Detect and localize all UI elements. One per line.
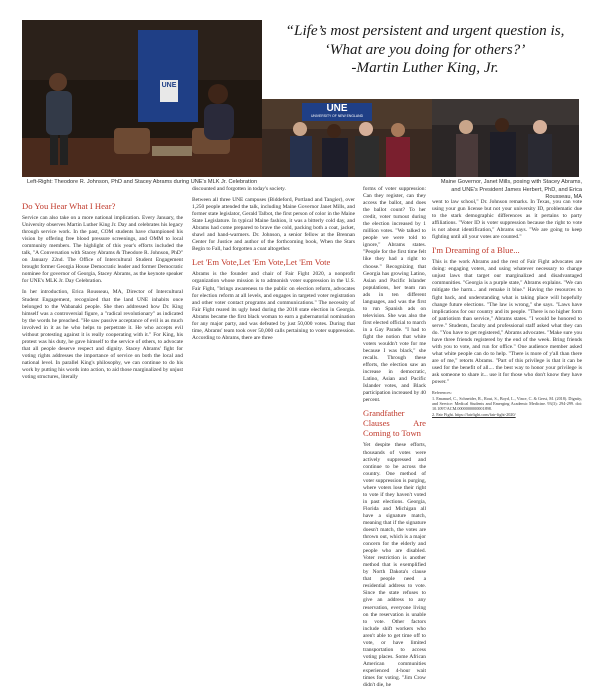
section-heading-hear: Do You Hear What I Hear?: [22, 201, 116, 211]
paragraph: discounted and forgotten in today's society.: [192, 186, 286, 192]
section-heading-grandfather: Grandfather Clauses Are Coming to Town: [363, 408, 426, 439]
paragraph: Service can also take on a more national implication. Every January, the University observes Martin Luther King Jr. Day and celebrates his legacy through service work. In the past, COM students have championed his vision by offering free blood pressure screenings, and OMM to local community members. The highlight of this year's efforts included the talk, "A Conversation with Stacey Abrams & Theodore R. Johnson, PhD" on January 22nd. The Office of Intercultural Student Engagement brought former Georgia House Democratic leader and former Democratic nominee for governor of Georgia, Stacey Abrams, as the keynote speaker for UNE's MLK Jr. Day Celebration.: [22, 215, 183, 285]
section-heading-vote: Let 'Em Vote,Let 'Em Vote,Let 'Em Vote: [192, 257, 331, 268]
column-4: [432, 199, 582, 417]
column-2: [192, 186, 355, 346]
reference-1: 1. Emanuel, C., Schneider, R., Rout, S., Boyd, L., Vince, C. & Gerst, M. (2018). Dignity, and Service: Medical Students and Emerging Academic Medicine. 93(3): 294-299. doi: 10.1097/ACM.0000000000001898.: [432, 395, 582, 412]
paragraph: Abrams is the founder and chair of Fair Fight 2020, a nonprofit organization whose mission is to admonish voter suppression in the U.S. Fair Fight, "brings awareness to the public on election reform, advocates for election reform at all levels, and engages in targeted voter registration and other voter contact programs and communications." The necessity of Fair Fight reared its ugly head during the 2018 state election in Georgia. Abrams became the first black woman to earn a gubernatorial nomination for any major party, and was defeated by just 50,000 votes. During that time, Abrams' team took over 50,000 calls pertaining to voter suppression. According to Abrams, there are three: [192, 271, 355, 341]
quote-attribution: -Martin Luther King, Jr.: [351, 59, 499, 76]
reference-2-link[interactable]: 2. Fair Fight. https://fairfight.com/fair-fight-2020/: [432, 411, 516, 417]
references-title: References:: [432, 390, 452, 396]
section-heading-dreaming: I'm Dreaming of a Blue...: [432, 245, 520, 256]
photo-governor-group: [262, 99, 432, 177]
quote-text: “Life’s most persistent and urgent question is, ‘What are you doing for others?’: [285, 22, 565, 58]
photo-johnson-abrams: [22, 20, 262, 177]
paragraph: forms of voter suppression: Can they register, can they access the ballot, and does the ballot count? To her credit, voter turnout during the election increased by 1 million votes. "We talked to people we were told to ignore," Abrams states. "People for the first time felt like they had a right to choose." Recognizing that Georgia has growing Latino, Asian and Pacific Islander populations, her team ran ads in ten different languages, and was the first to run Spanish ads on television. She was also the first elected official to march in a Gay Parade. "I had to fight the notion that white voters wouldn't vote for me because I was black," she recalls. Through these efforts, the election saw an increase in democratic, Latino, Asian and Pacific Islander votes, and Black participation increased by 40 percent.: [363, 186, 427, 404]
paragraph: In her introduction, Erica Rousseau, MA, Director of Intercultural Student Engagement, recognized that the land UNE inhabits once belonged to the Wabanaki people. She then addressed how Dr. King himself was a controversial figure, a "radical revolutionary" as indicated by the words he preached. "He saw passive acceptance of evil is as much involved in it as he who helps to perpetrate it. He who accepts evil without protesting against it is really cooperating with it." For King, his protest was his duty, he gave himself to the service of others, to advocate that all people deserve respect and dignity. Stacey Abrams' fight for voting rights addresses the importance of service on both the local and national level. In parallel King's philosophy, we can continue to do his work by putting his words into action, to aid those marginalized by unjust voting structures, literally: [22, 289, 183, 381]
paragraph: Yet despite these efforts, thousands of votes were actively suppressed and continue to be across the country. One method of voter suppression is purging, where voters lose their right to vote if they haven't voted in past elections. Georgia, Florida and Michigan all have a signature match, meaning that if the signature doesn't match, the votes are thrown out, which is a major concern for the elderly and people who are disabled. Voter restriction is another method that is exemplified by North Dakota's clause that people need a residential address to vote. Since the state refuses to give an address to any reservation, everyone living on the reservation is unable to vote. Other factors include shift workers who aren't able to get time off to vote, or have limited transportation to access voting places. Some African American communities experienced 4-hour wait times for voting. "Jim Crow didn't die, he: [363, 442, 426, 689]
banner-logo: UNE: [161, 82, 177, 89]
column-3-text: [363, 186, 426, 693]
photo-stage: [432, 99, 579, 177]
photo-logo: UNE: [326, 103, 348, 114]
photo-logo-sub: UNIVERSITY OF NEW ENGLAND: [310, 114, 364, 118]
references: [432, 390, 582, 417]
pull-quote: [268, 22, 582, 78]
column-1: [22, 199, 183, 385]
paragraph: This is the work Abrams and the rest of Fair Fight advocates are doing: engaging voters, and using whatever necessary to change unjust laws that target our marginalized and disadvantaged communities. "Georgia is a purple state," Abrams explains. "We can mitigate the harm... and remake it blue." Having the resources to fight back, and understanding what is taking place will hopefully change future elections. "The law is wrong," she says. "Laws have implications for our country and its people. "There is no higher form of patriotism than service," Abrams states. "I would be honored to serve." Students, faculty and professional staff asked what they can do. "You have to get registered," Abrams advocates. "Make sure you have three friends registered by the end of the week. Bring friends with you to vote, and run for office." One audience member asked what white people can do to help. "There is more of y'all than there are of me," retorts Abrams. "Part of this privilege is that it can be used for the benefit of all.... the best way to honor your privilege is ask someone to share it... use it for those who don't know they have power.": [432, 259, 582, 386]
paragraph: went to law school," Dr. Johnson remarks. In Texas, you can vote using your gun license but not your university ID, problematic due to the stark demographic differences as it pertains to party affiliations. "Voter ID is voter suppression because the right to vote is not about identification," Abrams says. "We are going to keep fighting until all your votes are counted.": [432, 199, 582, 241]
photo-caption-right: Maine Governor, Janet Mills, posing with Stacey Abrams, and UNE's President James Herbert, PhD, and Erica Rousseau, MA: [440, 179, 582, 201]
paragraph: Between all three UNE campuses (Biddeford, Portland and Tangier), over 1,250 people attended the talk, including Maine Governor Janet Mills, and former state legislator, Gerald Talbot, the first person of color in the Maine State Legislature. In typical Maine fashion, it was a bitterly cold day, and Abrams had come prepared to brave the cold, packing both a coat, jacket, shawl and hand-warmers. Dr. Johnson, a senior fellow at the Brennan Center for Justice and author of the forthcoming book, When the Stars Begin to Fall, had forgotten a coat altogether.: [192, 197, 355, 253]
photo-caption-left: Left-Right: Theodore R. Johnson, PhD and Stacey Abrams during UNE's MLK Jr. Celebration: [26, 179, 258, 185]
